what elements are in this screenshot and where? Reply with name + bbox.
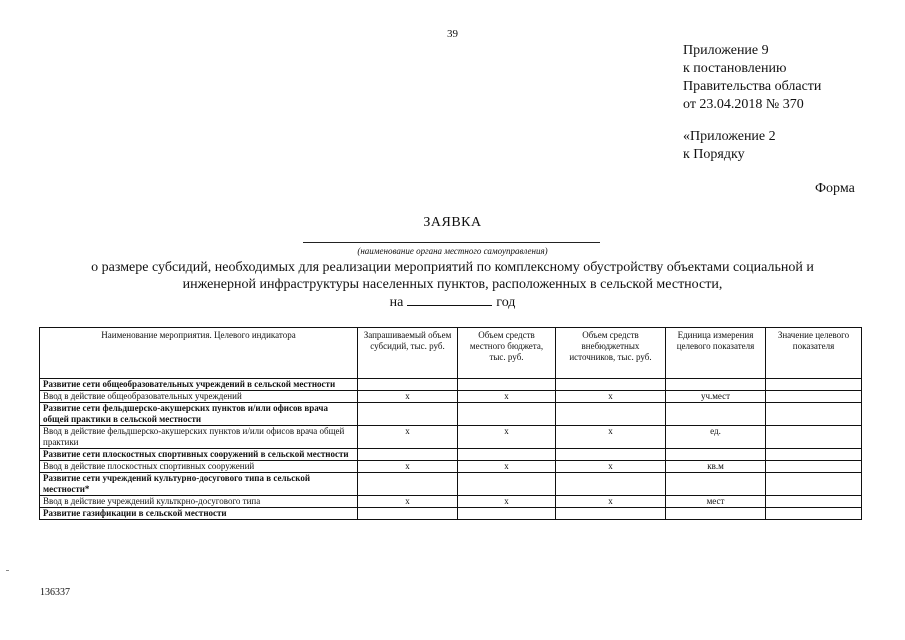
table-cell: ед. [666,426,766,449]
table-cell: x [358,496,458,508]
org-name-blank-line [303,242,600,243]
appendix-reference [683,42,821,114]
table-cell [766,449,862,461]
org-name-caption: (наименование органа местного самоуправления) [357,246,548,256]
table-cell: x [458,426,556,449]
column-header: Запрашиваемый объем субсидий, тыс. руб. [358,328,458,379]
table-cell [358,449,458,461]
appendix-line: Правительства области [683,79,822,94]
table-cell [766,391,862,403]
row-name-cell: Развитие сети общеобразовательных учреждений в сельской местности [40,379,358,391]
table-cell: x [556,461,666,473]
table-cell: x [458,391,556,403]
table-cell [666,379,766,391]
subsidy-request-table [39,327,862,520]
column-header: Наименование мероприятия. Целевого индикатора [40,328,358,379]
table-cell [766,403,862,426]
table-cell: x [458,461,556,473]
table-cell [358,379,458,391]
table-cell [358,508,458,520]
subtitle-line: инженерной инфраструктуры населенных пунктов, расположенных в сельской местности, [182,277,723,292]
table-row [40,391,862,403]
year-line [0,293,905,311]
table-cell: x [556,426,666,449]
table-cell [666,473,766,496]
row-name-cell: Ввод в действие общеобразовательных учреждений [40,391,358,403]
table-cell [358,473,458,496]
row-name-cell: Развитие сети фельдшерско-акушерских пунктов и/или офисов врача общей практики в сельской местности [40,403,358,426]
row-name-cell: Развитие сети плоскостных спортивных сооружений в сельской местности [40,449,358,461]
table-cell [358,403,458,426]
table-cell [666,508,766,520]
table-cell: x [556,391,666,403]
year-prefix: на [389,295,404,310]
footer-code: 136337 [40,587,70,598]
table-section-row [40,508,862,520]
table-row [40,426,862,449]
page-number: 39 [447,28,458,40]
table-cell [458,379,556,391]
document-subtitle [0,259,905,311]
subtitle-line: о размере субсидий, необходимых для реализации мероприятий по комплексному обустройству объектами социальной и [91,260,814,275]
table-cell [458,449,556,461]
appendix-line: от 23.04.2018 № 370 [683,97,804,112]
column-header: Единица измерения целевого показателя [666,328,766,379]
table-cell [458,508,556,520]
table-cell: мест [666,496,766,508]
table-cell [766,461,862,473]
table-cell [458,473,556,496]
table-cell [556,379,666,391]
row-name-cell: Ввод в действие фельдшерско-акушерских пунктов и/или офисов врача общей практики [40,426,358,449]
table-row [40,496,862,508]
form-label: Форма [815,181,855,196]
row-name-cell: Развитие сети учреждений культурно-досугового типа в сельской местности* [40,473,358,496]
table-cell: кв.м [666,461,766,473]
table-cell: x [556,496,666,508]
column-header: Значение целевого показателя [766,328,862,379]
column-header: Объем средств внебюджетных источников, тыс. руб. [556,328,666,379]
row-name-cell: Ввод в действие учреждений культкрно-досугового типа [40,496,358,508]
table-cell: x [458,496,556,508]
margin-mark [6,570,9,571]
table-cell: x [358,391,458,403]
table-cell [556,473,666,496]
table-cell [766,426,862,449]
appendix-line: к постановлению [683,61,787,76]
appendix-line: к Порядку [683,147,745,162]
column-header: Объем средств местного бюджета, тыс. руб. [458,328,556,379]
row-name-cell: Ввод в действие плоскостных спортивных сооружений [40,461,358,473]
table-cell [666,449,766,461]
table-cell [666,403,766,426]
appendix-line: Приложение 9 [683,43,769,58]
table-cell [766,473,862,496]
table-cell [766,508,862,520]
table-cell [766,496,862,508]
table-cell: уч.мест [666,391,766,403]
year-suffix: год [496,295,516,310]
table-cell [556,403,666,426]
row-name-cell: Развитие газификации в сельской местности [40,508,358,520]
table-section-row [40,403,862,426]
year-blank-field [407,293,492,306]
table-section-row [40,449,862,461]
table-cell: x [358,461,458,473]
appendix-line: «Приложение 2 [683,129,776,144]
procedure-appendix-reference [683,128,776,164]
table-cell [556,449,666,461]
table-cell [556,508,666,520]
document-title: ЗАЯВКА [423,215,482,230]
table-section-row [40,473,862,496]
table-header-row [40,328,862,379]
table-cell: x [358,426,458,449]
table-row [40,461,862,473]
table-cell [766,379,862,391]
table-section-row [40,379,862,391]
table-cell [458,403,556,426]
